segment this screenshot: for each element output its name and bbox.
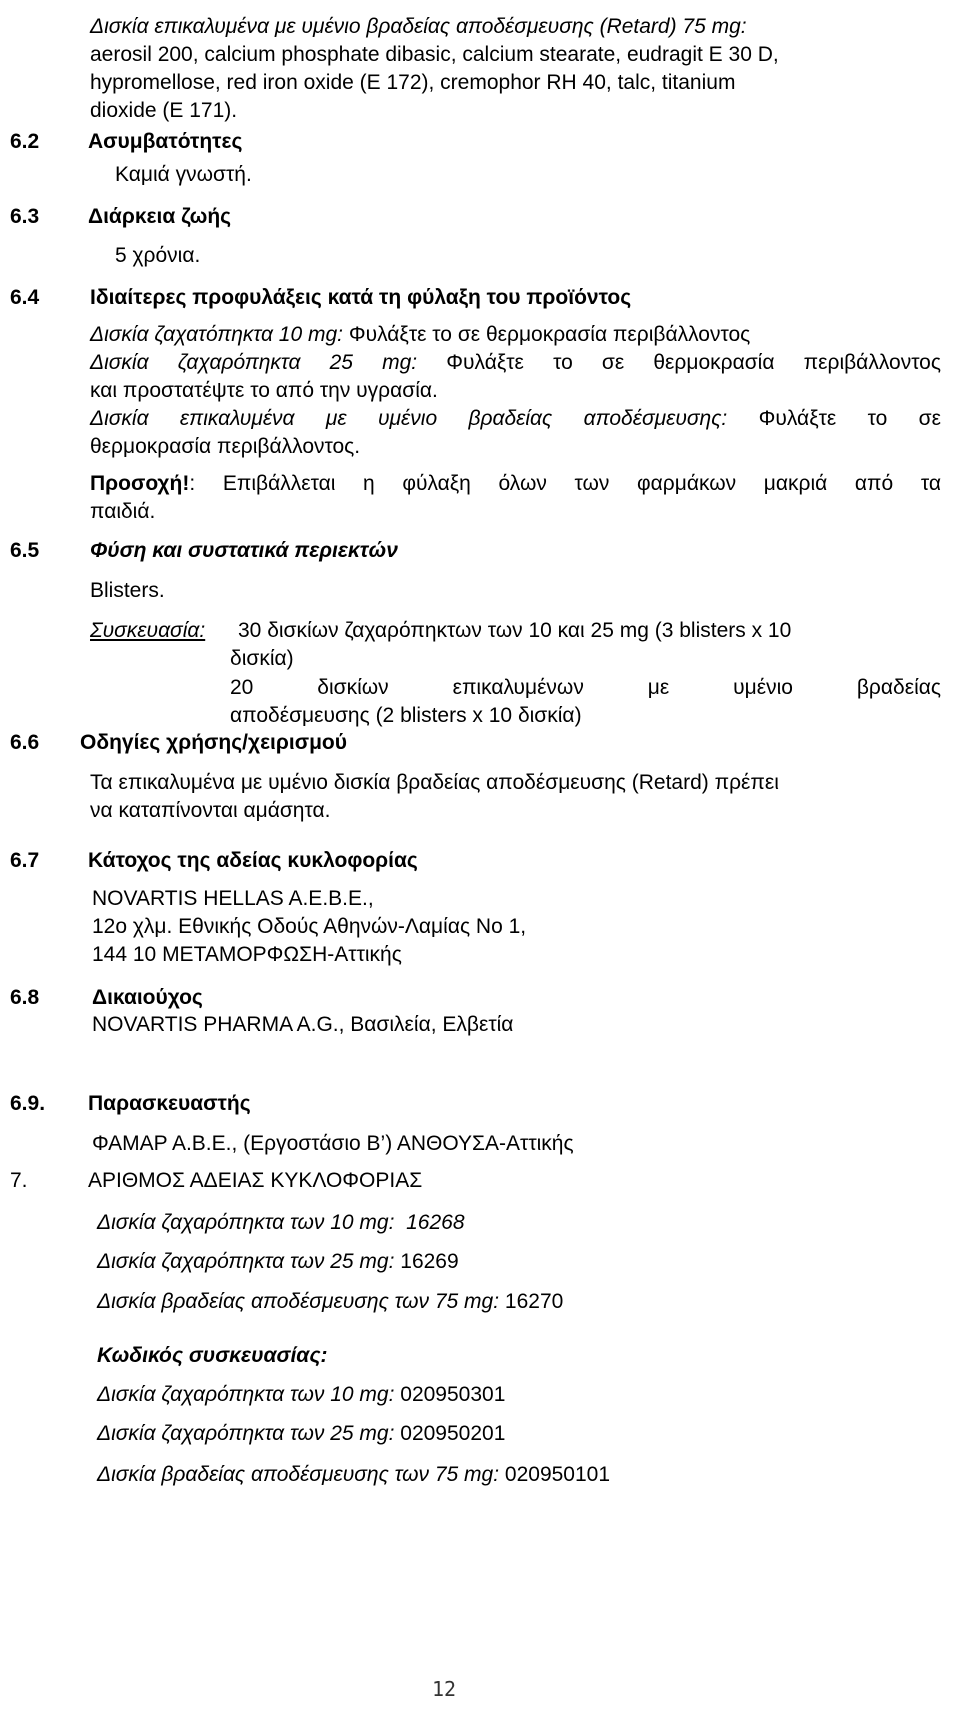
section-6-9-number: 6.9. xyxy=(10,1092,46,1115)
holder-line2: 12ο χλμ. Εθνικής Οδούς Αθηνών-Λαμίας Νο 1, xyxy=(92,915,527,938)
holder-line3: 144 10 ΜΕΤΑΜΟΡΦΩΣΗ-Αττικής xyxy=(92,943,402,966)
excipients-line3: hypromellose, red iron oxide (E 172), cremophor RH 40, talc, titanium xyxy=(90,71,736,94)
section-6-7-title: Κάτοχος της αδείας κυκλοφορίας xyxy=(88,849,418,872)
storage-25mg-label: Δισκία ζαχαρόπηκτα 25 mg: xyxy=(90,351,418,374)
section-6-3-title: Διάρκεια ζωής xyxy=(88,205,232,228)
section-6-8-number: 6.8 xyxy=(10,986,40,1009)
section-6-4-title: Ιδιαίτερες προφυλάξεις κατά τη φύλαξη του προϊόντος xyxy=(90,286,632,309)
caution-text: : Επιβάλλεται η φύλαξη όλων των φαρμάκων μακριά από τα xyxy=(189,472,941,495)
license-item-10mg xyxy=(97,1212,465,1233)
storage-25mg xyxy=(90,352,941,373)
package-code-75mg-value: 020950101 xyxy=(499,1463,611,1486)
section-6-6-number: 6.6 xyxy=(10,731,40,754)
package-code-75mg-label: Δισκία βραδείας αποδέσμευσης των 75 mg: xyxy=(97,1463,500,1486)
section-7-number: 7. xyxy=(10,1169,28,1192)
package-line1: 30 δισκίων ζαχαρόπηκτων των 10 και 25 mg (3 blisters x 10 xyxy=(238,619,792,642)
section-6-8-text: NOVARTIS PHARMA A.G., Βασιλεία, Ελβετία xyxy=(92,1013,514,1036)
storage-retard-line2: θερμοκρασία περιβάλλοντος. xyxy=(90,435,361,458)
license-item-25mg xyxy=(97,1251,459,1272)
section-6-3-number: 6.3 xyxy=(10,205,40,228)
package-code-25mg-label: Δισκία ζαχαρόπηκτα των 25 mg: xyxy=(97,1422,395,1445)
package-code-10mg xyxy=(97,1384,505,1405)
storage-retard-text: Φυλάξτε το σε xyxy=(727,407,941,430)
section-6-2-text: Καμιά γνωστή. xyxy=(115,163,252,186)
package-line2: 20 δισκίων επικαλυμένων με υμένιο βραδείας xyxy=(230,676,941,699)
license-item-75mg-value: 16270 xyxy=(499,1290,564,1313)
section-6-5-blisters: Blisters. xyxy=(90,579,165,602)
storage-10mg-label: Δισκία ζαχατόπηκτα 10 mg: xyxy=(90,323,344,346)
license-item-25mg-label: Δισκία ζαχαρόπηκτα των 25 mg: xyxy=(97,1250,395,1273)
storage-retard-label: Δισκία επικαλυμένα με υμένιο βραδείας αποδέσμευσης: xyxy=(90,407,728,430)
caution-line2: παιδιά. xyxy=(90,500,156,523)
package-code-25mg xyxy=(97,1423,505,1444)
package-code-10mg-label: Δισκία ζαχαρόπηκτα των 10 mg: xyxy=(97,1383,395,1406)
section-6-2-title: Ασυμβατότητες xyxy=(88,130,243,153)
excipients-line4: dioxide (E 171). xyxy=(90,99,238,122)
section-6-5-title: Φύση και συστατικά περιεκτών xyxy=(90,539,398,562)
caution-line xyxy=(90,473,941,494)
section-6-9-text: ΦΑΜΑΡ Α.Β.Ε., (Εργοστάσιο Β’) ΑΝΘΟΥΣΑ-Αττικής xyxy=(92,1132,574,1155)
package-line1b: δισκία) xyxy=(230,647,294,670)
license-item-10mg-value: 16268 xyxy=(394,1211,465,1234)
section-6-6-title: Οδηγίες χρήσης/χειρισμού xyxy=(80,731,347,754)
package-line2b: αποδέσμευσης (2 blisters x 10 δισκία) xyxy=(230,704,582,727)
holder-line1: NOVARTIS HELLAS A.E.B.E., xyxy=(92,887,374,910)
section-6-6-line1: Τα επικαλυμένα με υμένιο δισκία βραδείας αποδέσμευσης (Retard) πρέπει xyxy=(90,771,779,794)
section-6-4-number: 6.4 xyxy=(10,286,40,309)
section-6-7-number: 6.7 xyxy=(10,849,40,872)
section-6-8-title: Δικαιούχος xyxy=(92,986,203,1009)
storage-10mg xyxy=(90,324,750,345)
storage-10mg-text: Φυλάξτε το σε θερμοκρασία περιβάλλοντος xyxy=(343,323,751,346)
retard-tablets-label: Δισκία επικαλυμένα με υμένιο βραδείας αποδέσμευσης (Retard) 75 mg: xyxy=(90,15,747,38)
storage-25mg-line2: και προστατέψτε το από την υγρασία. xyxy=(90,379,438,402)
license-item-10mg-label: Δισκία ζαχαρόπηκτα των 10 mg: xyxy=(97,1211,395,1234)
section-6-9-title: Παρασκευαστής xyxy=(88,1092,251,1115)
license-item-75mg xyxy=(97,1291,563,1312)
storage-25mg-text: Φυλάξτε το σε θερμοκρασία περιβάλλοντος xyxy=(417,351,941,374)
storage-retard xyxy=(90,408,941,429)
license-item-75mg-label: Δισκία βραδείας αποδέσμευσης των 75 mg: xyxy=(97,1290,500,1313)
section-7-title: ΑΡΙΘΜΟΣ ΑΔΕΙΑΣ ΚΥΚΛΟΦΟΡΙΑΣ xyxy=(88,1169,423,1192)
license-item-25mg-value: 16269 xyxy=(394,1250,459,1273)
section-6-2-number: 6.2 xyxy=(10,130,40,153)
section-6-6-line2: να καταπίνονται αμάσητα. xyxy=(90,799,331,822)
package-code-25mg-value: 020950201 xyxy=(394,1422,506,1445)
page-number: 12 xyxy=(432,1677,457,1701)
package-code-10mg-value: 020950301 xyxy=(394,1383,506,1406)
excipients-line2: aerosil 200, calcium phosphate dibasic, calcium stearate, eudragit E 30 D, xyxy=(90,43,779,66)
package-code-title: Κωδικός συσκευασίας: xyxy=(97,1344,328,1367)
retard-tablets-excipients-line1 xyxy=(90,16,747,37)
package-label: Συσκευασία: xyxy=(90,619,206,642)
section-6-3-text: 5 χρόνια. xyxy=(115,244,201,267)
caution-label: Προσοχή! xyxy=(90,472,190,495)
package-code-75mg xyxy=(97,1464,610,1485)
section-6-5-number: 6.5 xyxy=(10,539,40,562)
